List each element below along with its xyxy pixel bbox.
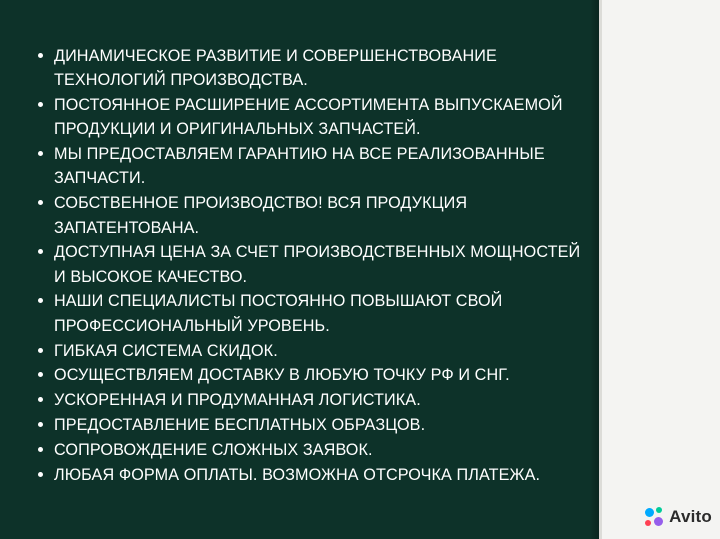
list-item-text: УСКОРЕННАЯ И ПРОДУМАННАЯ ЛОГИСТИКА.: [54, 391, 421, 410]
page-right-band: [600, 0, 720, 539]
bullet-list: [32, 44, 582, 487]
list-item: [32, 413, 582, 437]
list-item: [32, 438, 582, 462]
list-item: [32, 339, 582, 363]
list-item: [32, 240, 582, 289]
list-item-text: ДОСТУПНАЯ ЦЕНА ЗА СЧЕТ ПРОИЗВОДСТВЕННЫХ МОЩНОСТЕЙ И ВЫСОКОЕ КАЧЕСТВО.: [54, 243, 581, 286]
list-item: [32, 142, 582, 191]
list-item-text: МЫ ПРЕДОСТАВЛЯЕМ ГАРАНТИЮ НА ВСЕ РЕАЛИЗОВАННЫЕ ЗАПЧАСТИ.: [54, 145, 545, 188]
list-item: [32, 191, 582, 240]
avito-logo-icon: [645, 507, 665, 527]
list-item-text: ПОСТОЯННОЕ РАСШИРЕНИЕ АССОРТИМЕНТА ВЫПУСКАЕМОЙ ПРОДУКЦИИ И ОРИГИНАЛЬНЫХ ЗАПЧАСТЕЙ.: [54, 96, 563, 139]
list-item-text: ГИБКАЯ СИСТЕМА СКИДОК.: [54, 341, 278, 360]
list-item-text: ЛЮБАЯ ФОРМА ОПЛАТЫ. ВОЗМОЖНА ОТСРОЧКА ПЛАТЕЖА.: [54, 465, 541, 484]
avito-watermark: [645, 507, 712, 527]
list-item: [32, 463, 582, 487]
list-item-text: НАШИ СПЕЦИАЛИСТЫ ПОСТОЯННО ПОВЫШАЮТ СВОЙ ПРОФЕССИОНАЛЬНЫЙ УРОВЕНЬ.: [54, 292, 503, 335]
list-item: [32, 289, 582, 338]
list-item-text: СОБСТВЕННОЕ ПРОИЗВОДСТВО! ВСЯ ПРОДУКЦИЯ ЗАПАТЕНТОВАНА.: [54, 194, 468, 237]
list-item: [32, 44, 582, 93]
list-item-text: ДИНАМИЧЕСКОЕ РАЗВИТИЕ И СОВЕРШЕНСТВОВАНИЕ ТЕХНОЛОГИЙ ПРОИЗВОДСТВА.: [54, 47, 497, 90]
avito-watermark-label: Avito: [669, 507, 712, 526]
list-item: [32, 363, 582, 387]
list-item: [32, 388, 582, 412]
list-item-text: СОПРОВОЖДЕНИЕ СЛОЖНЫХ ЗАЯВОК.: [54, 440, 373, 459]
list-item: [32, 93, 582, 142]
list-item-text: ПРЕДОСТАВЛЕНИЕ БЕСПЛАТНЫХ ОБРАЗЦОВ.: [54, 415, 426, 434]
list-item-text: ОСУЩЕСТВЛЯЕМ ДОСТАВКУ В ЛЮБУЮ ТОЧКУ РФ И СНГ.: [54, 366, 510, 385]
